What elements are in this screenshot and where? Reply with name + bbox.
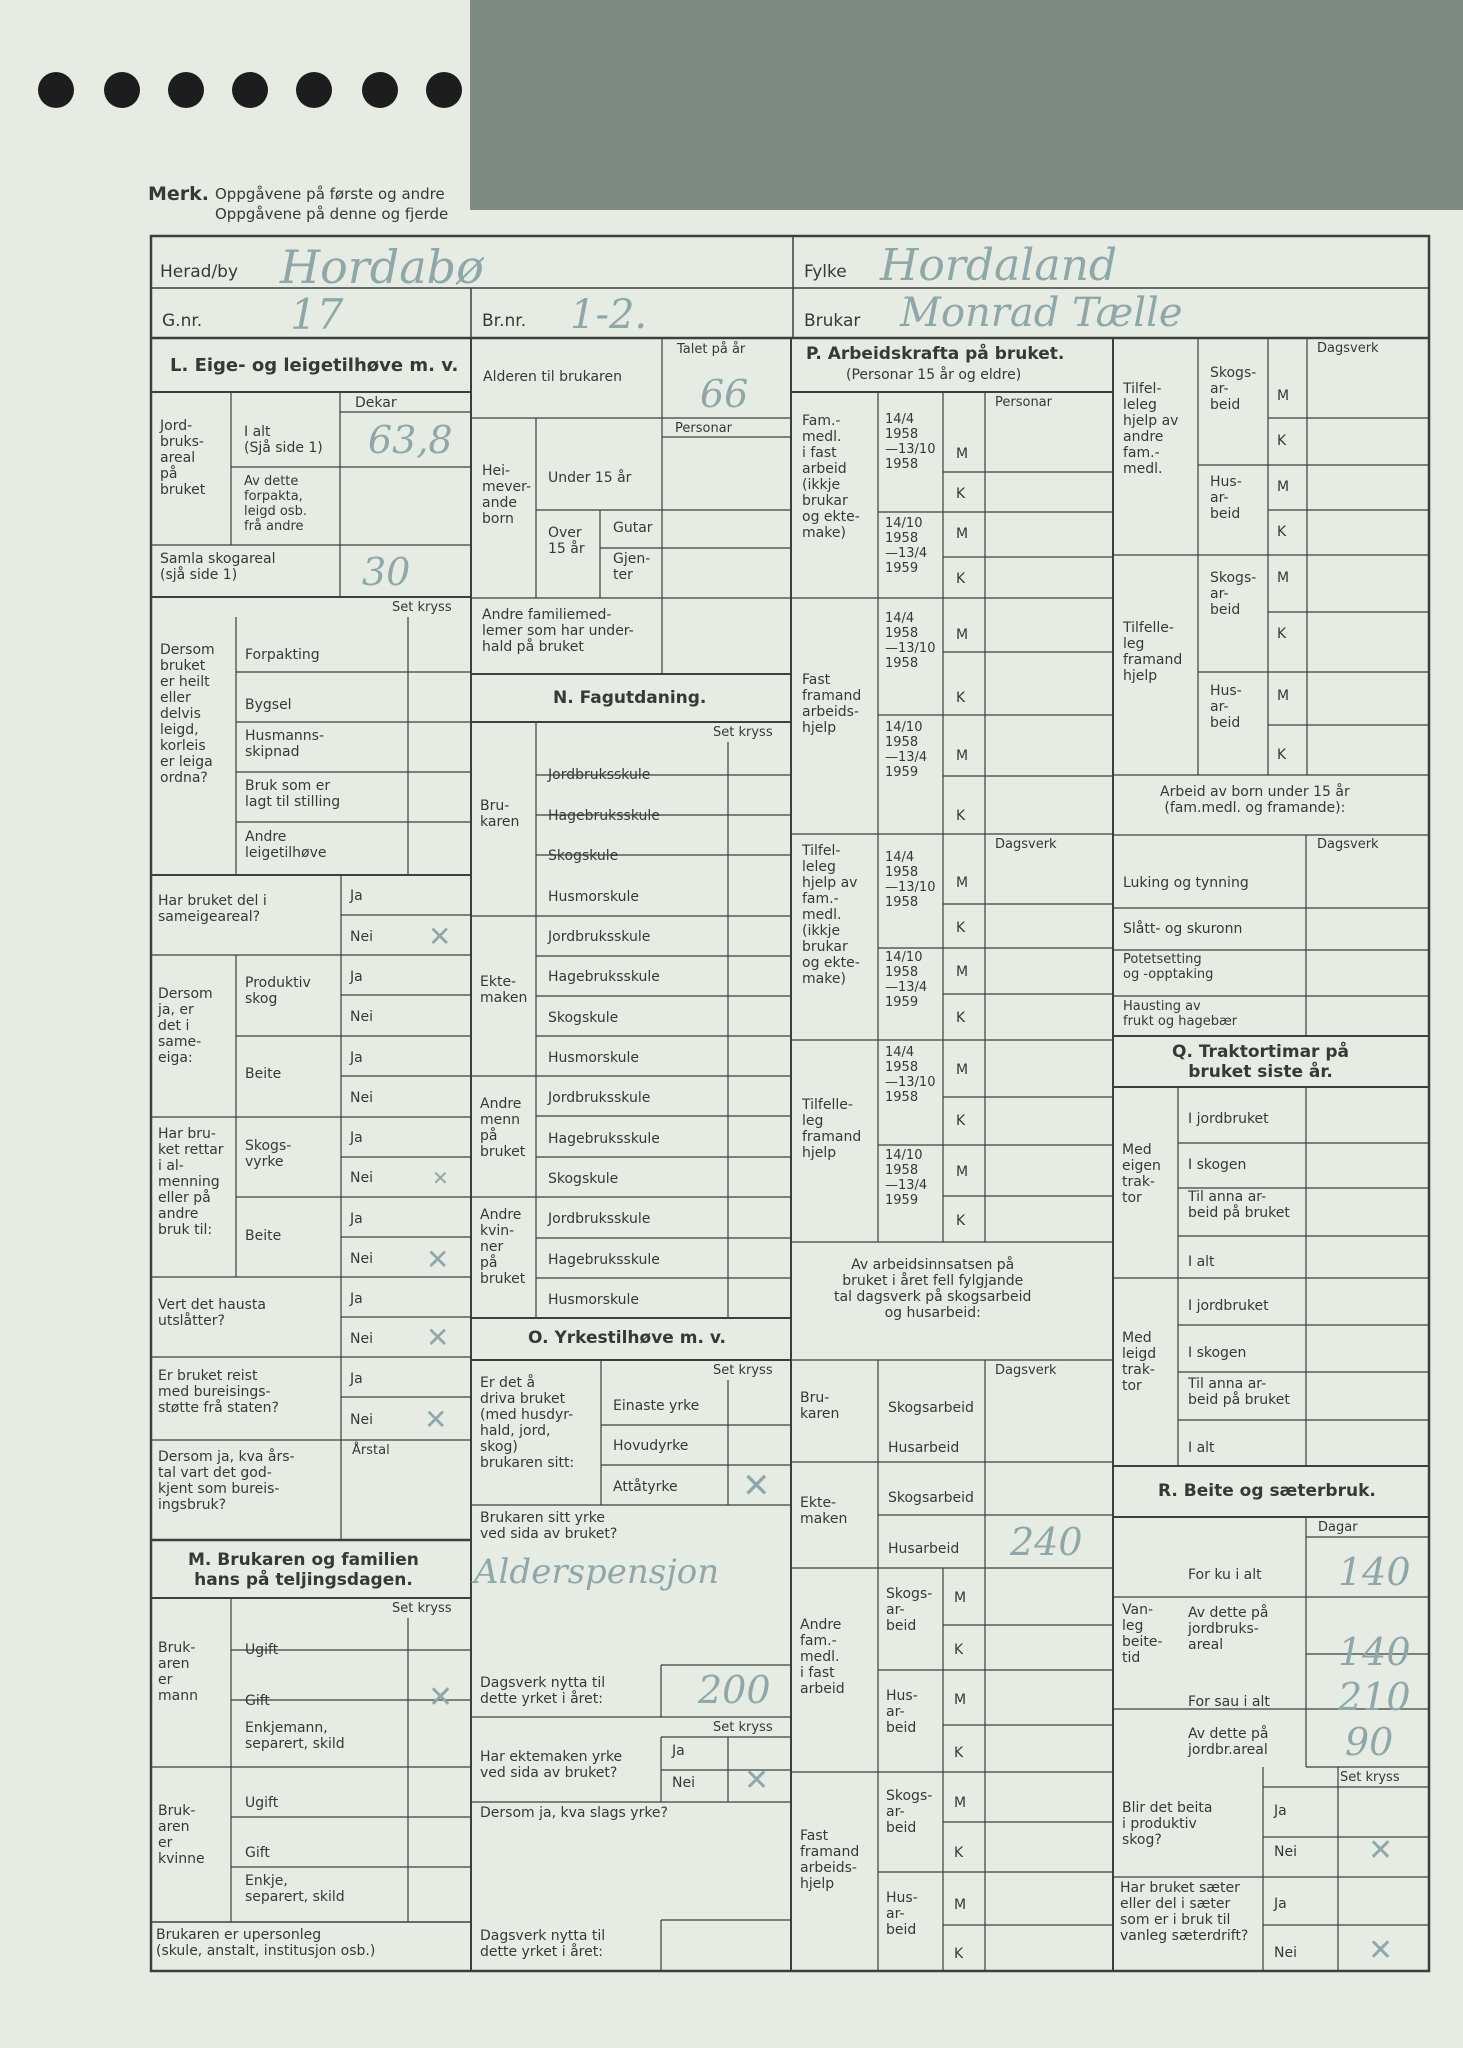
- skogareal-value[interactable]: 30: [362, 550, 411, 594]
- herad-label: Herad/by: [160, 262, 239, 282]
- i-alt-value[interactable]: 63,8: [368, 418, 453, 462]
- gjenter-label: Gjen- ter: [613, 551, 651, 583]
- skogsvyrke-ja: Ja: [350, 1130, 363, 1146]
- ku-jord-label: Av dette på jordbruks- areal: [1188, 1605, 1269, 1653]
- rettar-label: Har bru- ket rettar i al- menning eller på andre bruk til:: [158, 1126, 224, 1238]
- attatyrke: Attåtyrke: [613, 1479, 678, 1495]
- husarbeid-value[interactable]: 240: [1010, 1520, 1083, 1564]
- ku-value[interactable]: 140: [1338, 1550, 1411, 1594]
- p-m-1: M: [956, 446, 969, 462]
- saeter-question: Har bruket sæter eller del i sæter som er i bruk til vanleg sæterdrift?: [1120, 1880, 1249, 1944]
- sau-jord-label: Av dette på jordbr.areal: [1188, 1726, 1269, 1758]
- n2-husmorskule: Husmorskule: [548, 1050, 639, 1066]
- n3-skogskule: Skogskule: [548, 1171, 619, 1187]
- p-m-12: M: [954, 1897, 967, 1913]
- einaste-yrke: Einaste yrke: [613, 1398, 700, 1414]
- section-m-title: M. Brukaren og familien hans på teljingsdagen.: [188, 1550, 419, 1590]
- beite-nei: Nei: [350, 1090, 373, 1106]
- p-m-6: M: [956, 964, 969, 980]
- skogsvyrke-label: Skogs- vyrke: [245, 1138, 292, 1170]
- mann-gift-mark[interactable]: ✕: [428, 1680, 454, 1715]
- beita-ja: Ja: [1274, 1803, 1287, 1819]
- section-o-title: O. Yrkestilhøve m. v.: [528, 1328, 726, 1348]
- dekar-label: Dekar: [355, 395, 397, 411]
- bureising-question: Er bruket reist med bureisings- støtte frå staten?: [158, 1368, 279, 1416]
- gutar-label: Gutar: [613, 520, 653, 536]
- c4-skogs-1: Skogs- ar- beid: [1210, 365, 1257, 413]
- produktiv-ja: Ja: [350, 969, 363, 985]
- p-skogs-ar-1: Skogs- ar- beid: [886, 1586, 933, 1634]
- q1-alt: I alt: [1188, 1254, 1215, 1270]
- p-k-8: K: [956, 1213, 966, 1229]
- n3-hagebruksskule: Hagebruksskule: [548, 1131, 660, 1147]
- i-alt-label: I alt (Sjå side 1): [244, 424, 323, 456]
- luking-label: Luking og tynning: [1123, 875, 1249, 891]
- sameige-question: Har bruket del i sameigeareal?: [158, 893, 267, 925]
- n-andre-menn-label: Andre menn på bruket: [480, 1096, 526, 1160]
- dersom-ja-label: Dersom ja, er det i same- eiga:: [158, 986, 213, 1066]
- c4-m-2: M: [1277, 479, 1290, 495]
- enkje-label: Enkje, separert, skild: [245, 1873, 345, 1905]
- c4-k-2: K: [1277, 524, 1287, 540]
- tilf-framand-label: Tilfelle- leg framand hjelp: [802, 1097, 862, 1161]
- kva-arstal-question: Dersom ja, kva års- tal vart det god- kjent som bureis- ingsbruk?: [158, 1449, 295, 1513]
- p-hus-ar-2: Hus- ar- beid: [886, 1890, 918, 1938]
- p-k-7: K: [956, 1113, 966, 1129]
- p-fast-fr-label: Fast framand arbeids- hjelp: [800, 1828, 860, 1892]
- p-skogsarbeid-2: Skogsarbeid: [888, 1490, 974, 1506]
- option-forpakting: Forpakting: [245, 647, 320, 663]
- p-k-2: K: [956, 571, 966, 587]
- dagsverk2-label: Dagsverk nytta til dette yrket i året:: [480, 1928, 606, 1960]
- n1-hagebruksskule: Hagebruksskule: [548, 808, 660, 824]
- c4-k-4: K: [1277, 747, 1287, 763]
- c4-tilf-fr-label: Tilfelle- leg framand hjelp: [1123, 620, 1183, 684]
- hausting-label: Hausting av frukt og hagebær: [1123, 999, 1238, 1029]
- sau-jord-value[interactable]: 90: [1345, 1720, 1394, 1764]
- rettar-beite-nei: Nei: [350, 1251, 373, 1267]
- utslatter-nei-mark[interactable]: ✕: [426, 1321, 450, 1354]
- ku-jord-value[interactable]: 140: [1338, 1630, 1411, 1674]
- produktiv-skog-label: Produktiv skog: [245, 975, 311, 1007]
- option-bruk-stilling: Bruk som er lagt til stilling: [245, 778, 341, 810]
- kvinne-ugift: Ugift: [245, 1795, 279, 1811]
- alder-value[interactable]: 66: [700, 372, 749, 416]
- section-q-title: Q. Traktortimar på bruket siste år.: [1172, 1042, 1349, 1082]
- herad-value[interactable]: Hordabø: [280, 240, 484, 294]
- p-k-10: K: [954, 1745, 964, 1761]
- p-m-4: M: [956, 748, 969, 764]
- rettar-beite-nei-mark[interactable]: ✕: [426, 1243, 450, 1276]
- skogsvyrke-nei-mark[interactable]: ✕: [432, 1166, 449, 1190]
- c4-m-3: M: [1277, 570, 1290, 586]
- c4-hus-2: Hus- ar- beid: [1210, 683, 1242, 731]
- merk-line-2: Oppgåvene på denne og fjerde: [215, 205, 449, 223]
- skogareal-label: Samla skogareal (sjå side 1): [160, 551, 276, 583]
- sameige-nei-mark[interactable]: ✕: [428, 920, 452, 953]
- c4-k-3: K: [1277, 626, 1287, 642]
- merk-line-1: Oppgåvene på første og andre: [215, 185, 445, 203]
- brukaren-kvinne-label: Bruk- aren er kvinne: [158, 1803, 205, 1867]
- m-set-kryss: Set kryss: [392, 1601, 452, 1616]
- p-m-8: M: [956, 1164, 969, 1180]
- gnr-label: G.nr.: [162, 311, 203, 331]
- saeter-nei: Nei: [1274, 1945, 1297, 1961]
- heimeverande-label: Hei- mever- ande born: [482, 463, 532, 527]
- sau-value[interactable]: 210: [1338, 1675, 1411, 1719]
- brukar-label: Brukar: [804, 311, 861, 331]
- p-k-11: K: [954, 1845, 964, 1861]
- p-skogsarbeid-1: Skogsarbeid: [888, 1400, 974, 1416]
- c4-skogs-2: Skogs- ar- beid: [1210, 570, 1257, 618]
- n1-husmorskule: Husmorskule: [548, 889, 639, 905]
- p-skogs-ar-2: Skogs- ar- beid: [886, 1788, 933, 1836]
- er-det-label: Er det å driva bruket (med husdyr- hald, jord, skog) brukaren sitt:: [480, 1375, 575, 1471]
- n4-husmorskule: Husmorskule: [548, 1292, 639, 1308]
- p-husarbeid-2: Husarbeid: [888, 1541, 960, 1557]
- p-k-5: K: [956, 920, 966, 936]
- c4-dagsverk-label-2: Dagsverk: [1317, 837, 1379, 852]
- section-n-title: N. Fagutdaning.: [553, 688, 707, 708]
- p-m-9: M: [954, 1590, 967, 1606]
- tilf-fam-label: Tilfel- leleg hjelp av fam.- medl. (ikkje brukar og ekte- make): [802, 843, 860, 987]
- n-andre-kvinner-label: Andre kvin- ner på bruket: [480, 1207, 526, 1287]
- dagsverk-label: Dagsverk nytta til dette yrket i året:: [480, 1675, 606, 1707]
- over15-label: Over 15 år: [548, 525, 585, 557]
- dersom-leigd-label: Dersom bruket er heilt eller delvis leigd, korleis er leiga ordna?: [160, 642, 215, 786]
- beite-label: Beite: [245, 1066, 282, 1082]
- period-p2: 14/10 1958 —13/4 1959: [885, 516, 928, 576]
- brukaren-mann-label: Bruk- aren er mann: [158, 1640, 198, 1704]
- n4-hagebruksskule: Hagebruksskule: [548, 1252, 660, 1268]
- av-arbeidsinnsatsen-label: Av arbeidsinnsatsen på bruket i året fell fylgjande tal dagsverk på skogsarbeid og husarbeid:: [834, 1257, 1032, 1321]
- period-t1: 14/4 1958 —13/10 1958: [885, 850, 936, 910]
- fast-framand-label: Fast framand arbeids- hjelp: [802, 672, 862, 736]
- sau-label: For sau i alt: [1188, 1694, 1270, 1710]
- under15-label: Under 15 år: [548, 470, 632, 486]
- p-m-10: M: [954, 1692, 967, 1708]
- produktiv-nei: Nei: [350, 1009, 373, 1025]
- q1-jordbruket: I jordbruket: [1188, 1111, 1269, 1127]
- beita-question: Blir det beita i produktiv skog?: [1122, 1800, 1213, 1848]
- fylke-label: Fylke: [804, 262, 847, 282]
- period-p4: 14/10 1958 —13/4 1959: [885, 720, 928, 780]
- brukar-value[interactable]: Monrad Tælle: [900, 290, 1183, 336]
- n-ektemaken-label: Ekte- maken: [480, 974, 528, 1006]
- slatt-label: Slått- og skuronn: [1123, 921, 1243, 937]
- period-t3: 14/4 1958 —13/10 1958: [885, 1045, 936, 1105]
- dagsverk-value[interactable]: 200: [698, 1668, 771, 1712]
- p-m-11: M: [954, 1795, 967, 1811]
- option-bygsel: Bygsel: [245, 697, 292, 713]
- yrke-value[interactable]: Alderspensjon: [474, 1552, 720, 1592]
- p-k-1: K: [956, 486, 966, 502]
- p-dagsverk-label: Dagsverk: [995, 837, 1057, 852]
- n2-skogskule: Skogskule: [548, 1010, 619, 1026]
- c4-hus-1: Hus- ar- beid: [1210, 474, 1242, 522]
- merk-label: Merk.: [148, 183, 210, 205]
- dagar-label: Dagar: [1318, 1520, 1358, 1535]
- n-set-kryss: Set kryss: [713, 725, 773, 740]
- poteter-label: Potetsetting og -opptaking: [1123, 952, 1214, 982]
- n2-jordbruksskule: Jordbruksskule: [548, 929, 651, 945]
- o-set-kryss-2: Set kryss: [713, 1720, 773, 1735]
- sitt-yrke-label: Brukaren sitt yrke ved sida av bruket?: [480, 1510, 618, 1542]
- sameige-ja: Ja: [350, 888, 363, 904]
- p-k-9: K: [954, 1642, 964, 1658]
- p-husarbeid-1: Husarbeid: [888, 1440, 960, 1456]
- beita-nei: Nei: [1274, 1844, 1297, 1860]
- hovudyrke: Hovudyrke: [613, 1438, 689, 1454]
- c4-m-1: M: [1277, 388, 1290, 404]
- jordbruksareal-label: Jord- bruks- areal på bruket: [160, 418, 206, 498]
- brnr-label: Br.nr.: [482, 311, 527, 331]
- section-p-subtitle: (Personar 15 år og eldre): [846, 367, 1022, 383]
- c4-tilf-fam-label: Tilfel- leleg hjelp av andre fam.- medl.: [1123, 381, 1179, 477]
- p-m-3: M: [956, 627, 969, 643]
- n3-jordbruksskule: Jordbruksskule: [548, 1090, 651, 1106]
- n2-hagebruksskule: Hagebruksskule: [548, 969, 660, 985]
- gnr-value[interactable]: 17: [290, 290, 344, 339]
- kva-slags-label: Dersom ja, kva slags yrke?: [480, 1805, 668, 1821]
- q2-alt: I alt: [1188, 1440, 1215, 1456]
- section-l-title: L. Eige- og leigetilhøve m. v.: [170, 355, 459, 376]
- q1-anna: Til anna ar- beid på bruket: [1188, 1189, 1290, 1221]
- born-label: Arbeid av born under 15 år (fam.medl. og framande):: [1160, 784, 1350, 816]
- p-m-7: M: [956, 1062, 969, 1078]
- rettar-beite-label: Beite: [245, 1228, 282, 1244]
- bureising-nei-mark[interactable]: ✕: [424, 1403, 448, 1436]
- ektemaken-nei: Nei: [672, 1775, 695, 1791]
- q-leigd-label: Med leigd trak- tor: [1122, 1330, 1157, 1394]
- p-ektemaken-label: Ekte- maken: [800, 1495, 848, 1527]
- r-set-kryss: Set kryss: [1340, 1770, 1400, 1785]
- p-k-6: K: [956, 1010, 966, 1026]
- utslatter-nei: Nei: [350, 1331, 373, 1347]
- period-t4: 14/10 1958 —13/4 1959: [885, 1148, 928, 1208]
- q2-jordbruket: I jordbruket: [1188, 1298, 1269, 1314]
- av-dette-label: Av dette forpakta, leigd osb. frå andre: [244, 474, 307, 534]
- bureising-nei: Nei: [350, 1412, 373, 1428]
- period-p1: 14/4 1958 —13/10 1958: [885, 412, 936, 472]
- utslatter-ja: Ja: [350, 1291, 363, 1307]
- skogsvyrke-nei: Nei: [350, 1170, 373, 1186]
- saeter-ja: Ja: [1274, 1896, 1287, 1912]
- ku-label: For ku i alt: [1188, 1567, 1262, 1583]
- sameige-nei: Nei: [350, 929, 373, 945]
- fylke-value[interactable]: Hordaland: [880, 240, 1118, 291]
- p-k-3: K: [956, 690, 966, 706]
- n4-jordbruksskule: Jordbruksskule: [548, 1211, 651, 1227]
- period-t2: 14/10 1958 —13/4 1959: [885, 950, 928, 1010]
- p-dagsverk-label-2: Dagsverk: [995, 1363, 1057, 1378]
- alderen-label: Alderen til brukaren: [483, 369, 622, 385]
- ektemaken-ja: Ja: [672, 1743, 685, 1759]
- section-p-title: P. Arbeidskrafta på bruket.: [806, 344, 1065, 364]
- n1-jordbruksskule: Jordbruksskule: [548, 767, 651, 783]
- mann-gift: Gift: [245, 1693, 270, 1709]
- option-husmannsskipnad: Husmanns- skipnad: [245, 728, 325, 760]
- andre-familie-label: Andre familiemed- lemer som har under- hald på bruket: [482, 607, 634, 655]
- q2-skogen: I skogen: [1188, 1345, 1247, 1361]
- talet-pa-ar-label: Talet på år: [677, 342, 746, 357]
- n1-skogskule: Skogskule: [548, 848, 619, 864]
- option-andre-leigetilhove: Andre leigetilhøve: [245, 829, 327, 861]
- attatyrke-mark[interactable]: ✕: [742, 1466, 771, 1506]
- brnr-value[interactable]: 1-2.: [570, 292, 648, 338]
- o-set-kryss: Set kryss: [713, 1363, 773, 1378]
- p-k-4: K: [956, 808, 966, 824]
- q-eigen-label: Med eigen trak- tor: [1122, 1142, 1161, 1206]
- p-andre-fam-label: Andre fam.- medl. i fast arbeid: [800, 1617, 845, 1697]
- rettar-beite-ja: Ja: [350, 1211, 363, 1227]
- ektemaken-nei-mark[interactable]: ✕: [744, 1763, 770, 1798]
- saeter-nei-mark[interactable]: ✕: [1368, 1933, 1394, 1968]
- personar-label: Personar: [675, 421, 732, 436]
- c4-k-1: K: [1277, 433, 1287, 449]
- arstal-label: Årstal: [352, 1443, 390, 1458]
- kvinne-gift: Gift: [245, 1845, 270, 1861]
- beite-ja: Ja: [350, 1050, 363, 1066]
- q1-skogen: I skogen: [1188, 1157, 1247, 1173]
- p-k-12: K: [954, 1946, 964, 1962]
- fam-fast-label: Fam.- medl. i fast arbeid (ikkje brukar og ekte- make): [802, 413, 860, 541]
- p-hus-ar-1: Hus- ar- beid: [886, 1688, 918, 1736]
- beita-nei-mark[interactable]: ✕: [1368, 1833, 1394, 1868]
- upersonleg-label: Brukaren er upersonleg (skule, anstalt, institusjon osb.): [156, 1927, 376, 1959]
- mann-ugift: Ugift: [245, 1642, 279, 1658]
- p-m-5: M: [956, 875, 969, 891]
- enkjemann-label: Enkjemann, separert, skild: [245, 1720, 345, 1752]
- q2-anna: Til anna ar- beid på bruket: [1188, 1376, 1290, 1408]
- section-r-title: R. Beite og sæterbruk.: [1158, 1481, 1376, 1501]
- vanleg-beitetid-label: Van- leg beite- tid: [1122, 1602, 1163, 1666]
- n-brukaren-label: Bru- karen: [480, 798, 520, 830]
- p-brukaren-label: Bru- karen: [800, 1390, 840, 1422]
- c4-m-4: M: [1277, 688, 1290, 704]
- p-m-2: M: [956, 526, 969, 542]
- p-personar-label: Personar: [995, 395, 1052, 410]
- bureising-ja: Ja: [350, 1371, 363, 1387]
- utslatter-question: Vert det hausta utslåtter?: [158, 1297, 266, 1329]
- ektemaken-yrke-label: Har ektemaken yrke ved sida av bruket?: [480, 1749, 623, 1781]
- c4-dagsverk-label: Dagsverk: [1317, 341, 1379, 356]
- set-kryss-label: Set kryss: [392, 600, 452, 615]
- period-p3: 14/4 1958 —13/10 1958: [885, 611, 936, 671]
